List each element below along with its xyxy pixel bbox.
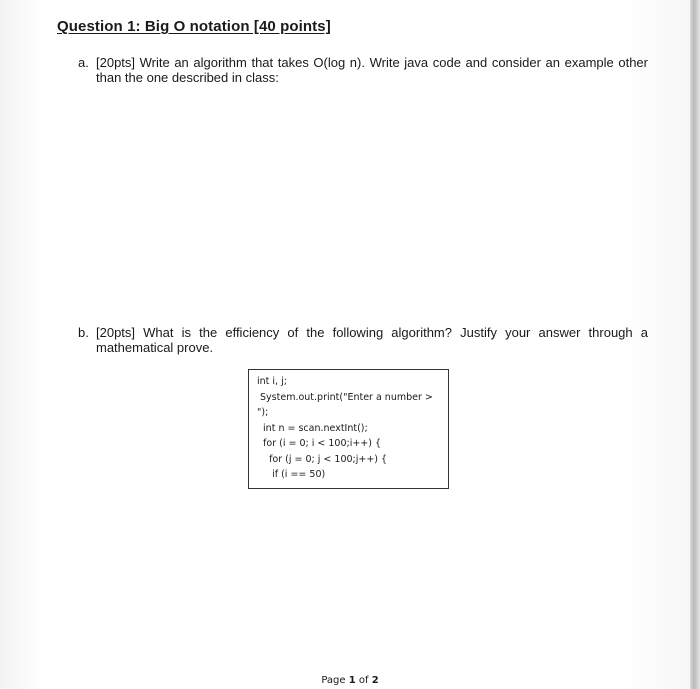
question-a (78, 55, 648, 85)
code-line: if (i == 50) (257, 469, 326, 480)
code-line: System.out.print("Enter a number > (257, 391, 433, 403)
code-line: "); (257, 407, 269, 418)
question-a-text: [20pts] Write an algorithm that takes O(log n). Write java code and consider an example other than the one described in class: (96, 55, 648, 85)
footer-of: of (355, 675, 372, 686)
question-a-marker: a. (78, 55, 89, 70)
code-line: int n = scan.nextInt(); (257, 422, 368, 434)
question-b-text: [20pts] What is the efficiency of the following algorithm? Justify your answer through a mathematical prove. (96, 325, 648, 355)
code-box (248, 369, 449, 489)
question-b (78, 325, 648, 355)
code-line: int i, j; (257, 376, 287, 387)
footer-current-page: 1 (348, 675, 356, 686)
footer-prefix: Page (321, 675, 349, 686)
code-line: for (j = 0; j < 100;j++) { (257, 453, 388, 465)
page-number-footer (0, 675, 700, 686)
page-edge-shadow (690, 0, 700, 689)
code-line: for (i = 0; i < 100;i++) { (257, 438, 382, 449)
question-title: Question 1: Big O notation [40 points] (57, 18, 331, 35)
question-b-marker: b. (78, 325, 89, 340)
footer-total-pages: 2 (371, 675, 379, 686)
